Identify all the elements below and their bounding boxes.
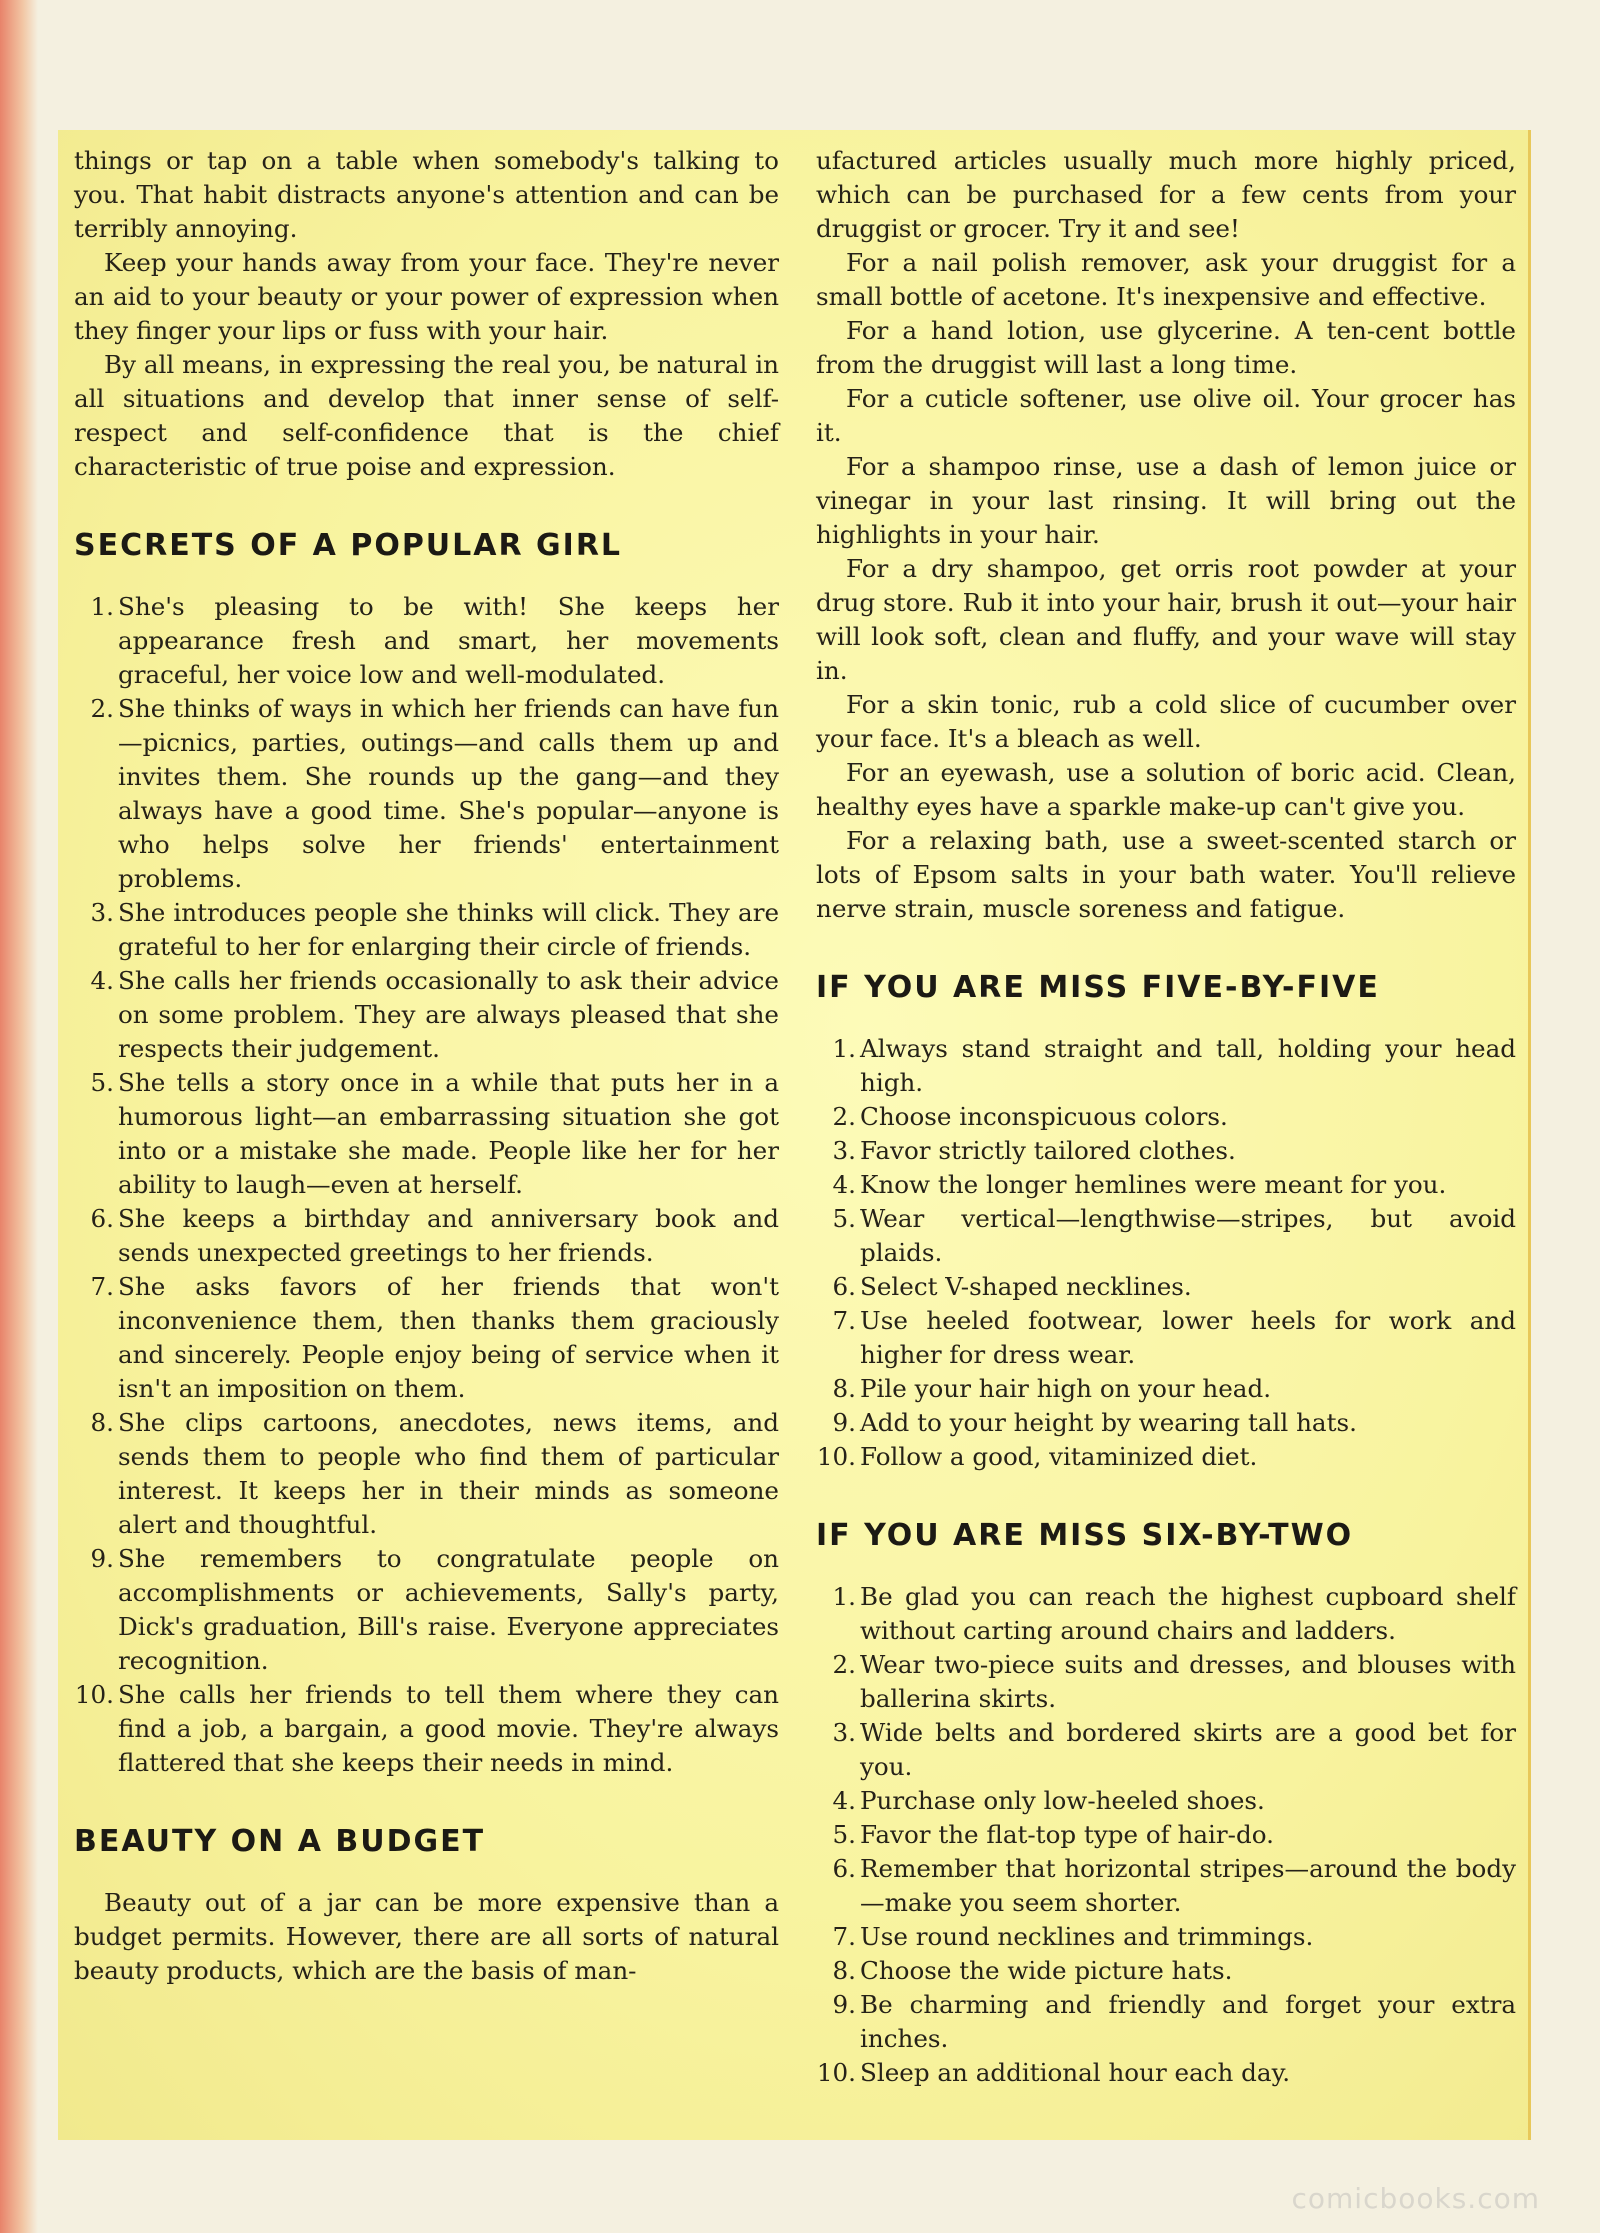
item-text: She thinks of ways in which her friends can have fun—picnics, parties, outings—and calls them up and invites them. She rounds up the gang—and they always have a good time. She's popular—anyone is who helps solve her friends' entertainment problems.: [118, 694, 779, 893]
page-edge: [0, 0, 38, 2233]
budget-paragraph: For a shampoo rinse, use a dash of lemon juice or vinegar in your last rinsing. It will bring out the highlights in your hair.: [816, 452, 1516, 549]
item-text: Wear vertical—lengthwise—stripes, but avoid plaids.: [860, 1204, 1516, 1267]
item-number: 8.: [832, 1374, 856, 1403]
list-item: [816, 1134, 1516, 1168]
list-item: [816, 1784, 1516, 1818]
list-item: [816, 1440, 1516, 1474]
list-item: [816, 2056, 1516, 2090]
list-item: [816, 1920, 1516, 1954]
budget-paragraph: For a relaxing bath, use a sweet-scented starch or lots of Epsom salts in your bath water. You'll relieve nerve strain, muscle soreness and fatigue.: [816, 826, 1516, 923]
list-item: [816, 1304, 1516, 1372]
item-text: Choose inconspicuous colors.: [860, 1102, 1228, 1131]
list-item: [816, 1580, 1516, 1648]
item-number: 8.: [90, 1408, 114, 1437]
list-item: [74, 896, 779, 964]
item-number: 2.: [832, 1102, 856, 1131]
item-text: She clips cartoons, anecdotes, news items, and sends them to people who find them of particular interest. It keeps her in their minds as someone alert and thoughtful.: [118, 1408, 779, 1539]
item-number: 3.: [90, 898, 114, 927]
item-text: Pile your hair high on your head.: [860, 1374, 1272, 1403]
intro-paragraph: By all means, in expressing the real you, be natural in all situations and develop that inner sense of self-respect and self-confidence that is the chief characteristic of true poise and expression.: [74, 350, 779, 481]
intro-paragraph: things or tap on a table when somebody's talking to you. That habit distracts anyone's attention and can be terribly annoying.: [74, 146, 779, 243]
item-number: 4.: [832, 1170, 856, 1199]
right-column: [816, 144, 1516, 2090]
item-number: 10.: [74, 1680, 114, 1709]
list-item: [816, 1032, 1516, 1100]
budget-paragraph: ufactured articles usually much more highly priced, which can be purchased for a few cents from your druggist or grocer. Try it and see!: [816, 146, 1516, 243]
budget-paragraph: For a hand lotion, use glycerine. A ten-cent bottle from the druggist will last a long time.: [816, 316, 1516, 379]
list-item: [74, 1542, 779, 1678]
item-number: 9.: [832, 1408, 856, 1437]
item-number: 1.: [90, 592, 114, 621]
item-text: Follow a good, vitaminized diet.: [860, 1442, 1258, 1471]
budget-paragraph: For a dry shampoo, get orris root powder at your drug store. Rub it into your hair, brush it out—your hair will look soft, clean and fluffy, and your wave will stay in.: [816, 554, 1516, 685]
budget-paragraph: For an eyewash, use a solution of boric acid. Clean, healthy eyes have a sparkle make-up can't give you.: [816, 758, 1516, 821]
article-panel: [58, 130, 1531, 2140]
list-item: [74, 1406, 779, 1542]
list-item: [816, 1406, 1516, 1440]
list-item: [816, 1648, 1516, 1716]
item-text: Sleep an additional hour each day.: [860, 2058, 1291, 2087]
item-number: 3.: [832, 1718, 856, 1747]
item-text: Choose the wide picture hats.: [860, 1956, 1233, 1985]
item-text: She keeps a birthday and anniversary book and sends unexpected greetings to her friends.: [118, 1204, 779, 1267]
item-number: 10.: [816, 1442, 856, 1471]
item-text: Favor the flat-top type of hair-do.: [860, 1820, 1274, 1849]
item-text: Select V-shaped necklines.: [860, 1272, 1192, 1301]
item-number: 4.: [90, 966, 114, 995]
list-item: [816, 1852, 1516, 1920]
budget-paragraph: For a nail polish remover, ask your druggist for a small bottle of acetone. It's inexpensive and effective.: [816, 248, 1516, 311]
six-by-two-heading: IF YOU ARE MISS SIX-BY-TWO: [816, 1518, 1354, 1553]
item-text: Know the longer hemlines were meant for you.: [860, 1170, 1447, 1199]
item-number: 7.: [90, 1272, 114, 1301]
item-number: 7.: [832, 1922, 856, 1951]
budget-paragraph: For a cuticle softener, use olive oil. Your grocer has it.: [816, 384, 1516, 447]
item-number: 2.: [832, 1650, 856, 1679]
list-item: [816, 1372, 1516, 1406]
item-text: Be glad you can reach the highest cupboard shelf without carting around chairs and ladders.: [860, 1582, 1516, 1645]
item-number: 1.: [832, 1034, 856, 1063]
item-text: Be charming and friendly and forget your extra inches.: [860, 1990, 1516, 2053]
popular-girl-list: [74, 590, 779, 1780]
list-item: [816, 1818, 1516, 1852]
item-number: 9.: [90, 1544, 114, 1573]
list-item: [74, 692, 779, 896]
item-number: 2.: [90, 694, 114, 723]
item-number: 4.: [832, 1786, 856, 1815]
item-text: She remembers to congratulate people on accomplishments or achievements, Sally's party, Dick's graduation, Bill's raise. Everyone appreciates recognition.: [118, 1544, 779, 1675]
item-text: Wear two-piece suits and dresses, and blouses with ballerina skirts.: [860, 1650, 1516, 1713]
list-item: [74, 1066, 779, 1202]
list-item: [816, 1100, 1516, 1134]
intro-paragraph: Keep your hands away from your face. They're never an aid to your beauty or your power of expression when they finger your lips or fuss with your hair.: [74, 248, 779, 345]
item-number: 6.: [832, 1854, 856, 1883]
six-by-two-list: [816, 1580, 1516, 2090]
item-number: 5.: [90, 1068, 114, 1097]
item-number: 6.: [90, 1204, 114, 1233]
beauty-budget-heading: BEAUTY ON A BUDGET: [74, 1824, 486, 1859]
item-number: 1.: [832, 1582, 856, 1611]
list-item: [816, 1202, 1516, 1270]
list-item: [816, 1988, 1516, 2056]
list-item: [816, 1954, 1516, 1988]
item-number: 5.: [832, 1820, 856, 1849]
item-text: She calls her friends to tell them where they can find a job, a bargain, a good movie. They're always flattered that she keeps their needs in mind.: [118, 1680, 779, 1777]
item-text: She calls her friends occasionally to ask their advice on some problem. They are always pleased that she respects their judgement.: [118, 966, 779, 1063]
item-text: She's pleasing to be with! She keeps her appearance fresh and smart, her movements graceful, her voice low and well-modulated.: [118, 592, 779, 689]
five-by-five-heading: IF YOU ARE MISS FIVE-BY-FIVE: [816, 970, 1380, 1005]
list-item: [74, 590, 779, 692]
item-text: Add to your height by wearing tall hats.: [860, 1408, 1357, 1437]
item-text: Favor strictly tailored clothes.: [860, 1136, 1236, 1165]
item-number: 8.: [832, 1956, 856, 1985]
item-text: Use round necklines and trimmings.: [860, 1922, 1314, 1951]
list-item: [74, 1202, 779, 1270]
item-text: Wide belts and bordered skirts are a good bet for you.: [860, 1718, 1516, 1781]
item-number: 10.: [816, 2058, 856, 2087]
list-item: [816, 1716, 1516, 1784]
budget-paragraph: For a skin tonic, rub a cold slice of cucumber over your face. It's a bleach as well.: [816, 690, 1516, 753]
item-text: Remember that horizontal stripes—around the body—make you seem shorter.: [860, 1854, 1516, 1917]
item-text: Always stand straight and tall, holding your head high.: [860, 1034, 1516, 1097]
left-column: [74, 144, 779, 1988]
item-number: 5.: [832, 1204, 856, 1233]
item-number: 3.: [832, 1136, 856, 1165]
list-item: [74, 1270, 779, 1406]
watermark: comicbooks.com: [1291, 2182, 1540, 2215]
list-item: [74, 1678, 779, 1780]
item-text: Use heeled footwear, lower heels for work and higher for dress wear.: [860, 1306, 1516, 1369]
item-text: Purchase only low-heeled shoes.: [860, 1786, 1265, 1815]
list-item: [816, 1168, 1516, 1202]
five-by-five-list: [816, 1032, 1516, 1474]
list-item: [74, 964, 779, 1066]
list-item: [816, 1270, 1516, 1304]
item-number: 6.: [832, 1272, 856, 1301]
item-text: She asks favors of her friends that won't inconvenience them, then thanks them graciously and sincerely. People enjoy being of service when it isn't an imposition on them.: [118, 1272, 779, 1403]
budget-intro: Beauty out of a jar can be more expensive than a budget permits. However, there are all sorts of natural beauty products, which are the basis of man-: [74, 1888, 779, 1985]
item-text: She tells a story once in a while that puts her in a humorous light—an embarrassing situation she got into or a mistake she made. People like her for her ability to laugh—even at herself.: [118, 1068, 779, 1199]
item-number: 7.: [832, 1306, 856, 1335]
item-text: She introduces people she thinks will click. They are grateful to her for enlarging their circle of friends.: [118, 898, 779, 961]
item-number: 9.: [832, 1990, 856, 2019]
popular-girl-heading: SECRETS OF A POPULAR GIRL: [74, 528, 623, 563]
